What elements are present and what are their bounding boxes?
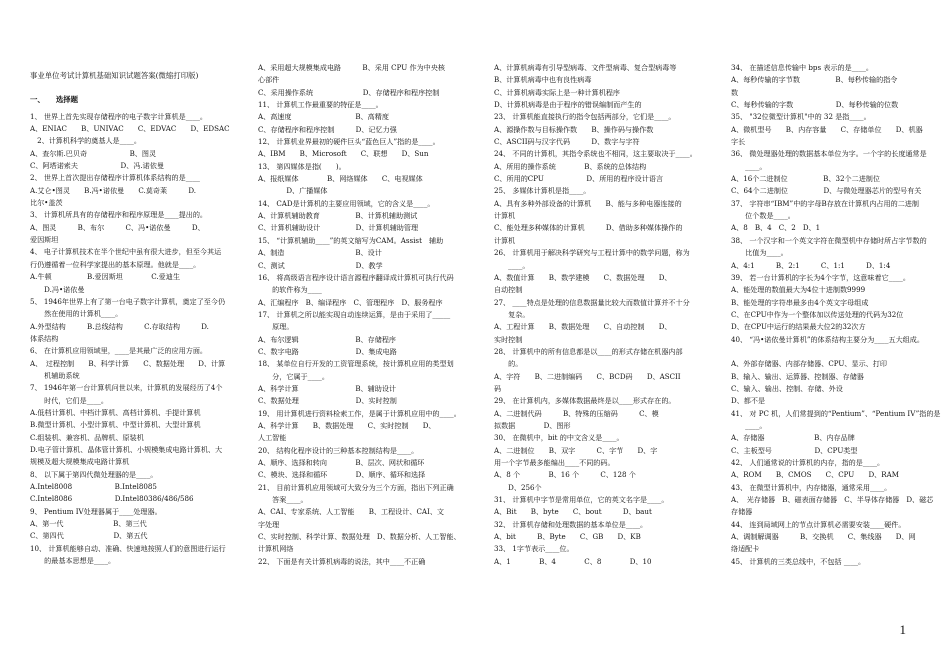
text-line: A、采用超大规模集成电路 B、采用 CPU 作为中央核 bbox=[258, 63, 445, 72]
text-line: C.Intel8086 D.Intel80386/486/586 bbox=[30, 494, 194, 504]
text-line: D.冯•诺依曼 bbox=[30, 284, 85, 294]
text-line: A、计算机辅助教育 B、计算机辅助测试 bbox=[258, 211, 418, 221]
text-line: ____。 bbox=[731, 420, 767, 430]
text-line: C、主板型号 D、CPU类型 bbox=[731, 445, 858, 455]
text-line: C、输入、输出、控制、存储、外设 bbox=[731, 383, 843, 393]
text-line: C、能处理多种媒体的计算机 D、借助多种媒体操作的 bbox=[494, 223, 683, 233]
text-line: 字处理 bbox=[258, 519, 280, 529]
text-line: A、bit B、Byte C、GB D、KB bbox=[494, 532, 641, 542]
text-line: 计算机网络 bbox=[258, 544, 294, 554]
text-line: 爱因斯坦 bbox=[30, 235, 59, 245]
text-line: C、测试 D、教学 bbox=[258, 260, 383, 270]
text-line: 用一个字节最多能编出____不同的码。 bbox=[494, 458, 615, 467]
text-line: 的最基本思想是____。 bbox=[30, 556, 116, 566]
column-4 bbox=[731, 62, 943, 568]
text-line: 比尔•盖茨 bbox=[30, 198, 63, 208]
text-line: C、计算机病毒实际上是一种计算机程序 bbox=[494, 87, 621, 97]
text-line: C、ASCII码与汉字代码 D、数字与字符 bbox=[494, 137, 640, 147]
text-line: 18、 某单位自行开发的工资管理系统，按计算机应用的类型划 bbox=[258, 359, 454, 369]
text-line: A、 光存储器 B、磁表面存储器 C、半导体存储器 D、磁芯 bbox=[731, 495, 934, 505]
text-line: A、所用的操作系统 B、系统的总体结构 bbox=[494, 161, 647, 171]
text-line bbox=[731, 346, 943, 358]
text-line: 31、 计算机中字节是常用单位，它的英文名字是____。 bbox=[494, 495, 669, 505]
text-line: 9、 Pentium IV处理器属于____处理器。 bbox=[30, 506, 162, 516]
text-line: 28、 计算机中的所有信息都是以____的形式存储在机器内部 bbox=[494, 346, 683, 356]
text-line: A、Bit B、byte C、bout D、baut bbox=[494, 507, 652, 517]
text-line: 规模及超大规模集成电路计算机 bbox=[30, 457, 130, 467]
text-line: 络适配卡 bbox=[731, 544, 760, 554]
text-line: 20、 结构化程序设计的三种基本控制结构是____。 bbox=[258, 445, 419, 455]
text-line: 15、 “计算机辅助____”的英文缩写为CAM。Assist 辅助 bbox=[258, 235, 444, 245]
text-line: D、计算机病毒是由于程序的错误编制而产生的 bbox=[494, 100, 642, 110]
text-line: A、第一代 B、第三代 bbox=[30, 519, 147, 529]
text-line: 人工智能 bbox=[258, 433, 287, 443]
text-line: 25、 多媒体计算机是指____。 bbox=[494, 186, 591, 196]
text-line: C、数据处理 D、实时控制 bbox=[258, 396, 397, 406]
text-line: 44、 连到局域网上的节点计算机必需要安装____硬件。 bbox=[731, 519, 906, 529]
column-2-lines bbox=[258, 62, 470, 568]
text-line: A、高速度 B、高精度 bbox=[258, 112, 389, 122]
text-line: A、外部存储器、内部存储器、CPU、显示、打印 bbox=[731, 359, 887, 369]
text-line: 拟数据 D、图形 bbox=[494, 420, 571, 430]
text-line: A、二进制位 B、双字 C、字节 D、字 bbox=[494, 445, 658, 455]
text-line: A、1 B、4 C、8 D、10 bbox=[494, 556, 652, 566]
text-line: 10、 计算机能够自动、准确、快速地按照人们的意图进行运行 bbox=[30, 543, 226, 553]
text-line: ____。 bbox=[494, 260, 530, 270]
text-line: 码 bbox=[494, 383, 502, 393]
page-number: 1 bbox=[899, 622, 906, 637]
text-line: 7、 1946年第一台计算机问世以来，计算机的发展经历了4个 bbox=[30, 383, 223, 393]
text-line: 答案____。 bbox=[258, 495, 308, 505]
text-line: 43、 在微型计算机中，内存储器，通常采用____。 bbox=[731, 482, 892, 492]
column-4-lines bbox=[731, 62, 943, 568]
text-line: C、第四代 D、第五代 bbox=[30, 531, 148, 541]
text-line: C、每秒传输的字数 D、每秒传输的位数 bbox=[731, 100, 899, 110]
text-line: 19、 用计算机进行资料检索工作，是属于计算机应用中的____。 bbox=[258, 408, 461, 418]
text-line: 自动控制 bbox=[494, 285, 523, 295]
text-line: C、实时控制、科学计算、数据处理 D、数据分析、人工智能、 bbox=[258, 532, 461, 542]
text-line: C、阿塔诺索夫 D、冯.诺依曼 bbox=[30, 161, 164, 171]
text-line: 时代，它们是____。 bbox=[30, 395, 109, 405]
text-line: C、所用的CPU D、所用的程序设计语言 bbox=[494, 174, 664, 184]
text-line: 位个数是____。 bbox=[731, 211, 795, 221]
text-line: D、256个 bbox=[494, 482, 542, 492]
text-line: A、调制解调器 B、交换机 C、集线器 D、网 bbox=[731, 532, 916, 542]
text-line: 6、 在计算机应用领域里，____是其最广泛的应用方面。 bbox=[30, 346, 208, 356]
document-title: 事业单位考试计算机基础知识试题答案(微缩打印版) bbox=[30, 71, 199, 80]
text-line: 实时控制 bbox=[494, 334, 523, 344]
text-line: 17、 计算机之所以能实现自动连续运算，是由于采用了_____ bbox=[258, 309, 451, 319]
text-line: C、在CPU中作为一个整体加以传送处理的代码为32位 bbox=[731, 309, 904, 319]
text-line: D.电子管计算机、晶体管计算机、小规模集成电路计算机、大 bbox=[30, 444, 223, 454]
text-line: 机辅助系统 bbox=[30, 370, 80, 380]
text-line: A、8 个 B、16 个 C、128 个 bbox=[494, 470, 636, 480]
text-line: 22、 下面是有关计算机病毒的说法，其中____不正确 bbox=[258, 556, 426, 566]
text-line: 23、 计算机能直接执行的指令包括两部分，它们是____。 bbox=[494, 112, 676, 122]
section-heading: 一、 选择题 bbox=[30, 95, 79, 105]
text-line: A.外型结构 B.总线结构 C.存取结构 D. bbox=[30, 321, 209, 331]
text-line: 16、 将高级语言程序设计语言源程序翻译成计算机可执行代码 bbox=[258, 272, 454, 282]
text-line: C.组装机、兼容机、品牌机、原装机 bbox=[30, 432, 144, 442]
text-line: 40、 “冯•诺依曼计算机”的体系结构主要分为____五大组成。 bbox=[731, 334, 924, 344]
text-line: A、 过程控制 B、科学计算 C、数据处理 D、计算 bbox=[30, 358, 226, 368]
text-line: 30、 在微机中，bit 的中文含义是____。 bbox=[494, 433, 624, 443]
text-line: 11、 计算机工作最重要的特征是____。 bbox=[258, 100, 383, 110]
text-line: 14、 CAD是计算机的主要应用领域，它的含义是____。 bbox=[258, 198, 435, 208]
text-line: 的。 bbox=[494, 359, 523, 369]
text-line: A、数值计算 B、数学建模 C、数据处理 D、 bbox=[494, 272, 672, 282]
text-line: 然在使用的计算机____。 bbox=[30, 309, 123, 319]
text-line: 心部件 bbox=[258, 75, 280, 85]
text-line: A.牛顿 B.爱因斯坦 C.爱迪生 bbox=[30, 272, 180, 282]
text-line: 复杂。 bbox=[494, 309, 530, 319]
text-line: A、IBM B、Microsoft C、联想 D、Sun bbox=[258, 149, 429, 159]
text-line: 数 bbox=[731, 87, 739, 97]
text-line: C、模块、选择和循环 D、顺序、循环和选择 bbox=[258, 470, 426, 480]
text-line: A、微机型号 B、内存容量 C、存储单位 D、机器 bbox=[731, 124, 923, 134]
text-line: A、顺序、选择和转向 B、层次、网状和循环 bbox=[258, 458, 425, 467]
column-1 bbox=[30, 70, 242, 567]
text-line: A、字符 B、二进制编码 C、BCD码 D、ASCII bbox=[494, 371, 681, 381]
text-line: 8、 以下属于第四代微处理器的是____。 bbox=[30, 469, 158, 479]
text-line: A、ROM B、CMOS C、CPU D、RAM bbox=[731, 470, 899, 480]
column-1-lines bbox=[30, 111, 242, 568]
text-line: 21、 目前计算机应用领域可大致分为三个方面，指出下列正确 bbox=[258, 482, 454, 492]
text-line: 24、 不同的计算机，其指令系统也不相同，这主要取决于____。 bbox=[494, 149, 697, 159]
text-line: D、广播媒体 bbox=[258, 186, 328, 196]
text-line: C、数字电路 D、集成电路 bbox=[258, 346, 397, 356]
text-line: A、科学计算 B、辅助设计 bbox=[258, 383, 397, 393]
text-line: A、图灵 B、布尔 C、冯•诺依曼 D、 bbox=[30, 222, 205, 232]
text-line: A、具有多种外部设备的计算机 B、能与多种电器连接的 bbox=[494, 198, 682, 208]
text-line: 3、 计算机所具有的存储程序和程序原理是____提出的。 bbox=[30, 210, 208, 220]
text-line: A.Intel8008 B.Intel8085 bbox=[30, 482, 157, 491]
text-line: 计算机 bbox=[494, 235, 516, 245]
text-line: C、计算机辅助设计 D、计算机辅助管理 bbox=[258, 223, 419, 233]
text-line: A、每秒传输的字节数 B、每秒传输的指令 bbox=[731, 75, 898, 85]
text-line: 33、 1字节表示____位。 bbox=[494, 544, 574, 554]
text-line: A、工程计算 B、数据处理 C、自动控制 D、 bbox=[494, 322, 672, 332]
text-line: A、查尔斯.巴贝奇 B、图灵 bbox=[30, 148, 157, 158]
text-line: D、在CPU中运行的结果最大位2的32次方 bbox=[731, 322, 866, 332]
text-line: 行仍遵循着一位科学家提出的基本原理。他就是____。 bbox=[30, 259, 201, 269]
text-line: 27、 ____特点是处理的信息数据量比较大而数值计算并不十分 bbox=[494, 297, 690, 307]
text-line: B.微型计算机、小型计算机、中型计算机、大型计算机 bbox=[30, 420, 201, 430]
text-line: ____。 bbox=[731, 161, 767, 171]
text-line: 1、 世界上首先实现存储程序的电子数字计算机是____。 bbox=[30, 111, 208, 121]
text-line: 2、计算机科学的奠基人是____。 bbox=[30, 136, 141, 146]
text-line: A、16个二进制位 B、32个二进制位 bbox=[731, 174, 880, 184]
text-line: A、制造 B、设计 bbox=[258, 248, 382, 258]
text-line: 的软件称为____ bbox=[258, 285, 322, 295]
text-line: A、二进制代码 B、特殊的压缩码 C、模 bbox=[494, 408, 659, 418]
text-line: A.艾仑•图灵 B.冯•诺依曼 C.莫奇莱 D. bbox=[30, 185, 197, 195]
column-2 bbox=[258, 62, 470, 568]
text-line: 38、 一个汉字和一个英文字符在微型机中存储时所占字节数的 bbox=[731, 235, 927, 245]
text-line: A、布尔逻辑 B、存储程序 bbox=[258, 334, 397, 344]
text-line: 26、 计算机用于解决科学研究与工程计算中的数学问题，称为 bbox=[494, 248, 690, 258]
text-line: 13、 第四媒体是指( )。 bbox=[258, 161, 346, 171]
text-line: 42、 人们通常说的计算机的内存，指的是____。 bbox=[731, 458, 885, 467]
text-line: 34、 在描述信息传输中 bps 表示的是____。 bbox=[731, 63, 874, 72]
text-line: C、存储程序和程序控制 D、记忆力强 bbox=[258, 124, 397, 134]
text-line: 36、 微处理器处理的数据基本单位为字。一个字的长度通常是 bbox=[731, 149, 927, 159]
column-3-lines bbox=[494, 62, 706, 568]
text-line: A.低档计算机、中档计算机、高档计算机、手提计算机 bbox=[30, 407, 201, 417]
text-line: 29、 在计算机内，多媒体数据最终是以____形式存在的。 bbox=[494, 396, 676, 406]
text-line: B、能处理的字符串最多由4个英文字母组成 bbox=[731, 297, 869, 307]
text-line: 35、 "32位微型计算机"中的 32 是指____。 bbox=[731, 112, 871, 122]
text-line: B、输入、输出、运算器、控制器、存储器 bbox=[731, 371, 864, 381]
text-line: 字长 bbox=[731, 137, 746, 147]
text-line: 比值为____。 bbox=[731, 248, 788, 258]
text-line: A、4:1 B、2:1 C、1:1 D、1:4 bbox=[731, 260, 891, 270]
text-line: 计算机 bbox=[494, 211, 516, 221]
text-line: 5、 1946年世界上有了第一台电子数字计算机，奠定了至今仍 bbox=[30, 296, 226, 306]
text-line: A、8 B、4 C、2 D、1 bbox=[731, 223, 821, 233]
text-line: A、能处理的数值最大为4位十进制数9999 bbox=[731, 285, 866, 295]
text-line: A、存储器 B、内存品牌 bbox=[731, 433, 855, 443]
text-line: A、科学计算 B、数据处理 C、实时控制 D、 bbox=[258, 420, 436, 430]
text-line: 存储器 bbox=[731, 507, 753, 517]
text-line: 32、 计算机存储和处理数据的基本单位是____。 bbox=[494, 519, 648, 529]
text-line: A、汇编程序 B、编译程序 C、管理程序 D、服务程序 bbox=[258, 297, 443, 307]
text-line: A、源操作数与目标操作数 B、操作码与操作数 bbox=[494, 124, 654, 134]
text-line: B、计算机病毒中也有良性病毒 bbox=[494, 75, 592, 85]
text-line: 体系结构 bbox=[30, 333, 59, 343]
text-line: 37、 字符串“IBM”中的字母B存放在计算机内占用的二进制 bbox=[731, 198, 919, 208]
text-line: 原理。 bbox=[258, 322, 294, 332]
text-line: 4、 电子计算机技术在半个世纪中虽有很大进步，但至今其运 bbox=[30, 247, 222, 257]
text-line: A、报纸媒体 B、网络媒体 C、电视媒体 bbox=[258, 174, 423, 184]
text-line: 12、 计算机业界最初的硬件巨头“蓝色巨人”指的是____。 bbox=[258, 137, 440, 147]
text-line: A、计算机病毒有引导型病毒、文件型病毒、复合型病毒等 bbox=[494, 63, 677, 72]
text-line: 2、 世界上首次提出存储程序计算机体系结构的是____ bbox=[30, 173, 200, 183]
text-line: 45、 计算机的三类总线中，不包括 ____。 bbox=[731, 556, 866, 566]
text-line: 41、 对 PC 机，人们常提到的“Pentium”、“Pentium IV”指的是 bbox=[731, 408, 941, 418]
text-line: C、采用操作系统 D、存储程序和程序控制 bbox=[258, 87, 440, 97]
text-line: C、64个二进制位 D、与微处理器芯片的型号有关 bbox=[731, 186, 922, 196]
text-line: A、CAI、专家系统、人工智能 B、工程设计、CAI、文 bbox=[258, 507, 445, 517]
text-line: 分，它属于____。 bbox=[258, 371, 329, 381]
text-line: 39、 若一台计算机的字长为4个字节，这意味着它____。 bbox=[731, 272, 910, 282]
text-line: A、ENIAC B、UNIVAC C、EDVAC D、EDSAC bbox=[30, 124, 230, 134]
text-line: D、都不是 bbox=[731, 396, 766, 406]
column-3 bbox=[494, 62, 706, 568]
